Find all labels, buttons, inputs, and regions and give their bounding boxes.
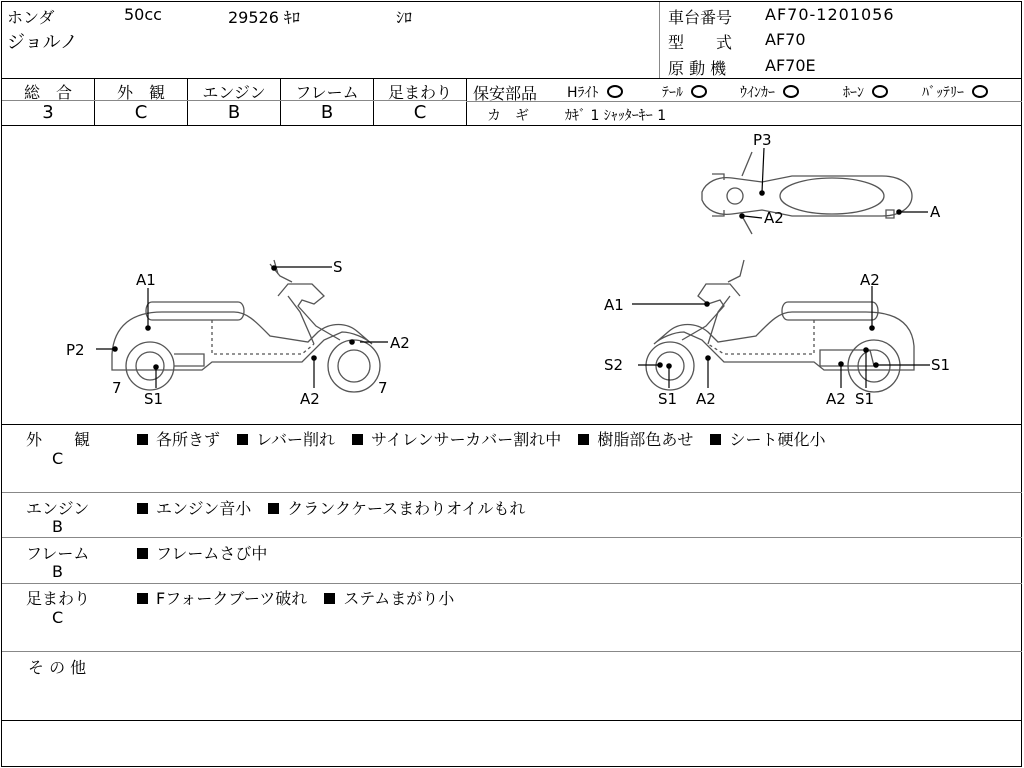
- grade-engine-label: エンジン: [202, 83, 266, 102]
- bullet-icon: [137, 503, 148, 514]
- scooter-top-view: [702, 152, 912, 234]
- engine-value: AF70E: [765, 56, 816, 75]
- color: ｼﾛ: [396, 8, 413, 27]
- type-label: 型 式: [668, 33, 733, 52]
- suspension-comment-label: 足まわり: [26, 589, 91, 608]
- engine-label: 原 動 機: [668, 59, 727, 78]
- safety-item: ｳｲﾝｶｰ: [740, 82, 799, 102]
- marker-label: 7: [378, 379, 388, 397]
- bullet-icon: [237, 434, 248, 445]
- engine-comment-grade: B: [52, 517, 63, 536]
- marker-label: P3: [753, 131, 772, 149]
- bullet-icon: [137, 593, 148, 604]
- bullet-icon: [268, 503, 279, 514]
- frame-no-label: 車台番号: [668, 8, 733, 27]
- safety-label: 保安部品: [473, 84, 538, 103]
- safety-item: Hﾗｲﾄ: [567, 82, 623, 102]
- suspension-comments: Fフォークブーツ破れ ステムまがり小: [137, 586, 466, 609]
- marker-label: A2: [696, 390, 716, 408]
- bullet-icon: [578, 434, 589, 445]
- grade-exterior-label: 外 観: [116, 83, 165, 102]
- bullet-icon: [137, 434, 148, 445]
- frame-comment-label: フレーム: [26, 544, 90, 563]
- grade-frame-value: B: [320, 102, 334, 123]
- grade-suspension-value: C: [413, 102, 427, 123]
- marker-label: A2: [390, 334, 410, 352]
- engine-comment-label: エンジン: [26, 499, 90, 518]
- model-name: ジョルノ: [7, 32, 78, 53]
- ok-mark-icon: [691, 85, 707, 98]
- marker-label: S1: [931, 356, 951, 374]
- marker-label: P2: [66, 341, 85, 359]
- damage-diagram: [2, 126, 1021, 424]
- marker-label: A: [930, 203, 941, 221]
- grade-engine-value: B: [227, 102, 241, 123]
- keys-label: カ ギ: [487, 108, 529, 124]
- displacement: 50cc: [124, 5, 162, 24]
- marker-label: A2: [764, 209, 784, 227]
- ok-mark-icon: [872, 85, 888, 98]
- keys-value: ｶｷﾞ 1 ｼｬｯﾀｰｷｰ 1: [565, 108, 667, 124]
- row-divider: [2, 537, 1022, 538]
- exterior-grade: C: [52, 449, 64, 468]
- grade-overall-label: 総 合: [23, 83, 72, 102]
- bullet-icon: [324, 593, 335, 604]
- bullet-icon: [352, 434, 363, 445]
- comments-bottom: [2, 720, 1022, 721]
- marker-label: S1: [855, 390, 875, 408]
- grade-suspension-label: 足まわり: [387, 83, 452, 102]
- safety-item: ﾎｰﾝ: [843, 82, 888, 102]
- row-divider: [2, 583, 1022, 584]
- marker-label: S: [333, 258, 343, 276]
- marker-label: A2: [300, 390, 320, 408]
- exterior-label: 外 観: [26, 430, 91, 449]
- grade-row-top: [2, 78, 1022, 79]
- frame-comment-grade: B: [52, 562, 63, 581]
- marker-label: S1: [658, 390, 678, 408]
- ok-mark-icon: [972, 85, 988, 98]
- row-divider: [2, 492, 1022, 493]
- marker-label: S1: [144, 390, 164, 408]
- bullet-icon: [137, 548, 148, 559]
- safety-item: ﾃｰﾙ: [662, 82, 707, 102]
- exterior-comments: 各所きず レバー削れ サイレンサーカバー割れ中 樹脂部色あせ シート硬化小: [137, 427, 837, 450]
- frame-no: AF70-1201056: [765, 5, 895, 24]
- maker: ホンダ: [7, 8, 55, 27]
- marker-label: A1: [604, 296, 624, 314]
- damage-markers: [96, 148, 930, 388]
- frame-comments: フレームさび中: [137, 541, 279, 564]
- marker-label: A1: [136, 271, 156, 289]
- ok-mark-icon: [607, 85, 623, 98]
- grade-overall-value: 3: [42, 102, 54, 123]
- safety-item: ﾊﾞｯﾃﾘｰ: [922, 82, 988, 102]
- marker-label: A2: [860, 271, 880, 289]
- marker-label: A2: [826, 390, 846, 408]
- marker-label: S2: [604, 356, 624, 374]
- engine-comments: エンジン音小 クランクケースまわりオイルもれ: [137, 496, 537, 519]
- suspension-comment-grade: C: [52, 608, 64, 627]
- comments-top: [2, 424, 1022, 425]
- mileage: 29526 ｷﾛ: [228, 8, 300, 27]
- type-value: AF70: [765, 30, 806, 49]
- other-label: そ の 他: [28, 658, 87, 677]
- bullet-icon: [710, 434, 721, 445]
- header-divider: [659, 2, 660, 78]
- row-divider: [2, 651, 1022, 652]
- grade-frame-label: フレーム: [295, 83, 359, 102]
- marker-label: 7: [112, 379, 122, 397]
- ok-mark-icon: [783, 85, 799, 98]
- grade-exterior-value: C: [134, 102, 148, 123]
